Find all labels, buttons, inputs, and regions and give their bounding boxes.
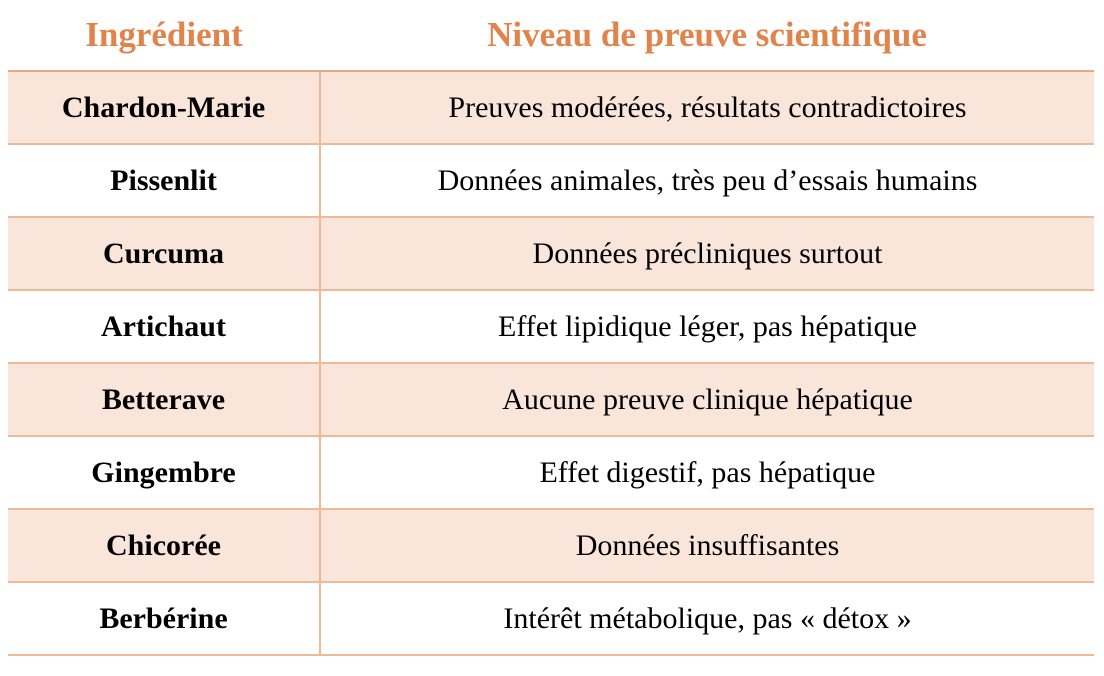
table-row [8,217,1094,290]
table-row [8,436,1094,509]
evidence-cell: Preuves modérées, résultats contradictoires [320,71,1094,144]
ingredient-cell: Pissenlit [8,144,320,217]
evidence-cell: Données animales, très peu d’essais humains [320,144,1094,217]
ingredient-cell: Berbérine [8,582,320,655]
ingredient-cell: Chardon-Marie [8,71,320,144]
evidence-table [8,0,1094,656]
evidence-cell: Intérêt métabolique, pas « détox » [320,582,1094,655]
table-row [8,290,1094,363]
table-row [8,582,1094,655]
evidence-cell: Aucune preuve clinique hépatique [320,363,1094,436]
evidence-cell: Effet lipidique léger, pas hépatique [320,290,1094,363]
table-row [8,71,1094,144]
table-row [8,509,1094,582]
header-ingredient: Ingrédient [8,0,320,71]
ingredient-cell: Betterave [8,363,320,436]
ingredient-cell: Chicorée [8,509,320,582]
evidence-cell: Effet digestif, pas hépatique [320,436,1094,509]
evidence-table-container [8,0,1094,656]
table-header [8,0,1094,71]
ingredient-cell: Curcuma [8,217,320,290]
header-evidence-level: Niveau de preuve scientifique [320,0,1094,71]
header-row [8,0,1094,71]
table-row [8,363,1094,436]
table-body [8,71,1094,655]
ingredient-cell: Artichaut [8,290,320,363]
table-row [8,144,1094,217]
evidence-cell: Données insuffisantes [320,509,1094,582]
ingredient-cell: Gingembre [8,436,320,509]
evidence-cell: Données précliniques surtout [320,217,1094,290]
